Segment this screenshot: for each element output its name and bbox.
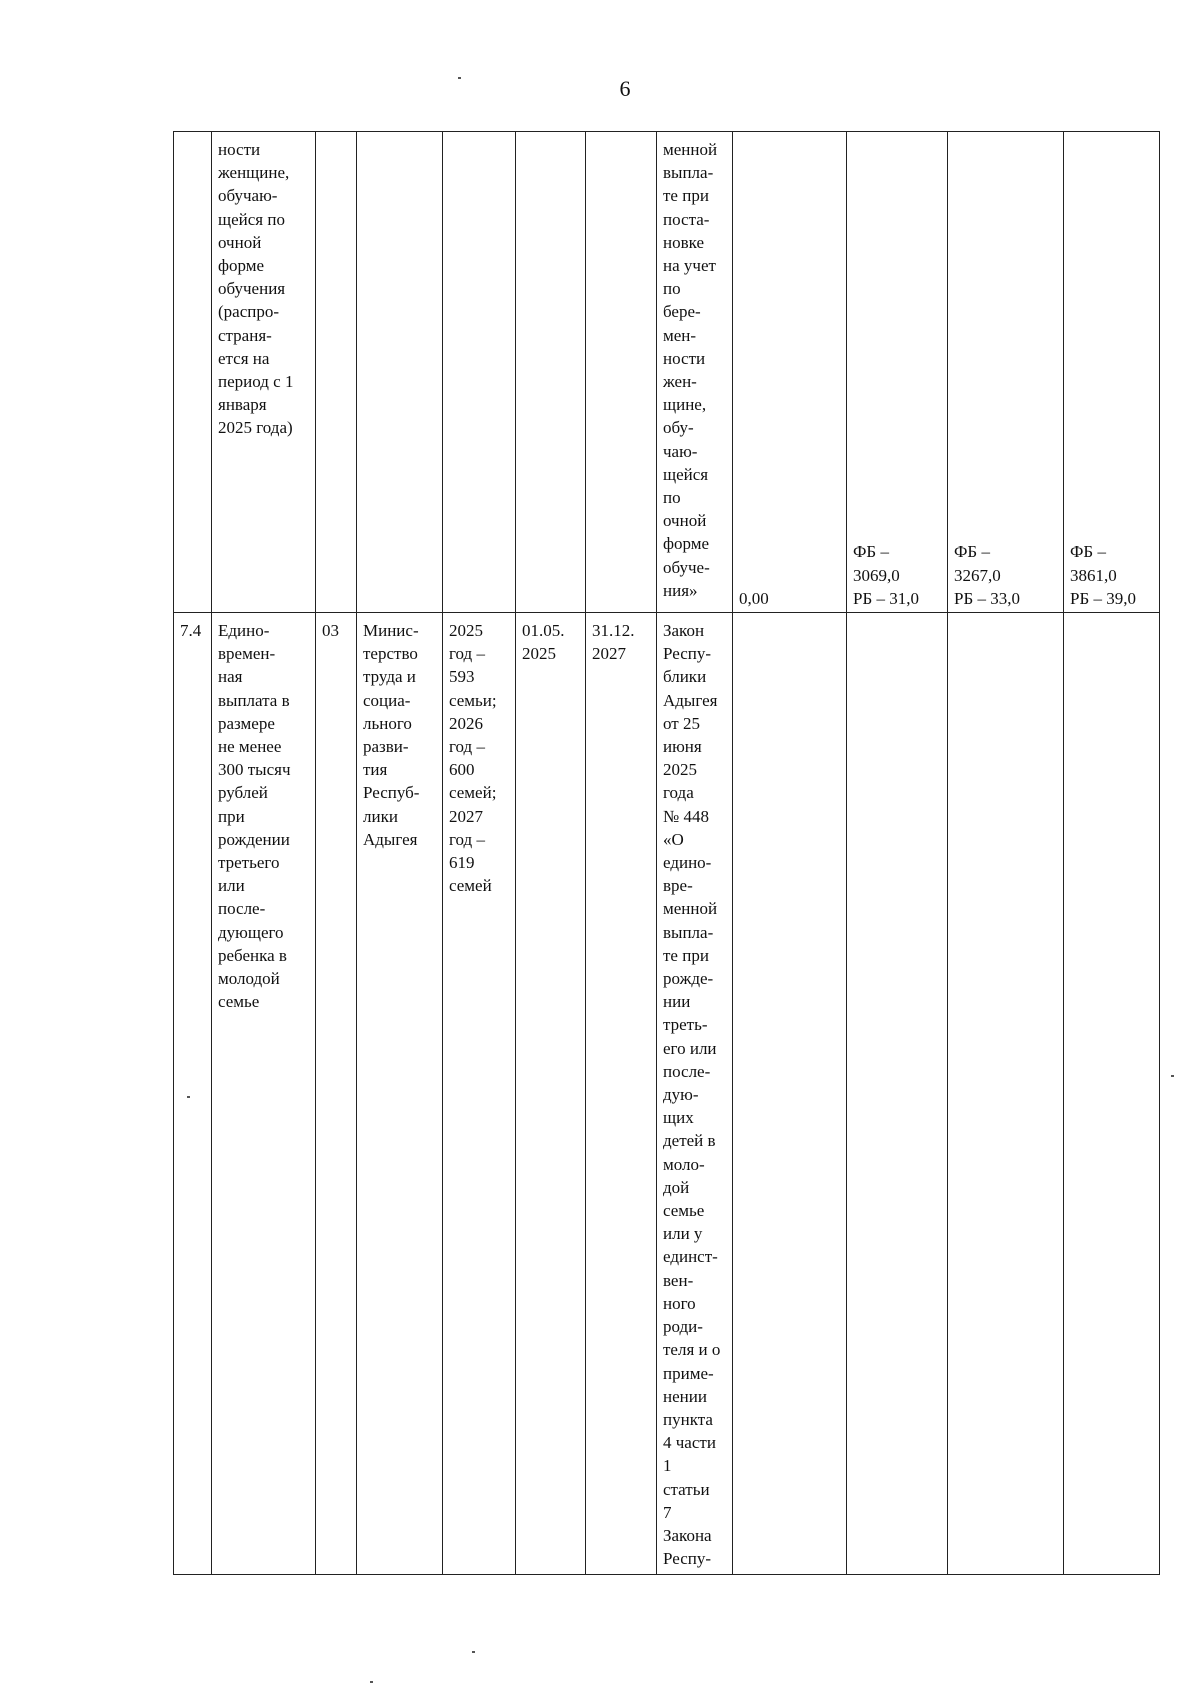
table-row-7-4: [174, 613, 1160, 1575]
cell-end-date: [586, 132, 657, 613]
cell-executor: Минис- терство труда и социа- льного разви- тия Респуб- лики Адыгея: [357, 613, 443, 1575]
table-row-continued: [174, 132, 1160, 613]
cell-amount-col2: ФБ – 3069,0 РБ – 31,0: [847, 132, 948, 613]
cell-code: [316, 132, 357, 613]
cell-measure-name: ности женщине, обучаю- щейся по очной форме обучения (распро- страня- ется на период с 1 января 2025 года): [212, 132, 316, 613]
cell-measure-name: Едино- времен- ная выплата в размере не менее 300 тысяч рублей при рождении третьего или после- дующего ребенка в молодой семье: [212, 613, 316, 1575]
cell-legal-basis: менной выпла- те при поста- новке на учет по бере- мен- ности жен- щине, обу- чаю- щейся по очной форме обуче- ния»: [657, 132, 733, 613]
cell-code: 03: [316, 613, 357, 1575]
cell-amount-col3: [948, 613, 1064, 1575]
scan-speck: [458, 77, 461, 79]
cell-start-date: [516, 132, 586, 613]
cell-indicator: 2025 год – 593 семьи; 2026 год – 600 семей; 2027 год – 619 семей: [443, 613, 516, 1575]
cell-executor: [357, 132, 443, 613]
cell-amount-col1: [733, 613, 847, 1575]
cell-amount-col1: 0,00: [733, 132, 847, 613]
cell-number: [174, 132, 212, 613]
scan-speck: [472, 1651, 475, 1653]
scan-speck: [187, 1096, 190, 1098]
cell-end-date: 31.12. 2027: [586, 613, 657, 1575]
cell-amount-col3: ФБ – 3267,0 РБ – 33,0: [948, 132, 1064, 613]
cell-legal-basis: Закон Респу- блики Адыгея от 25 июня 2025 года № 448 «О едино- вре- менной выпла- те при рожде- нии треть- его или после- дую- щих детей в моло- дой семье или у единст- вен- ного роди- теля и о приме- нении пункта 4 части 1 статьи 7 Закона Респу-: [657, 613, 733, 1575]
cell-amount-col4: ФБ – 3861,0 РБ – 39,0: [1064, 132, 1160, 613]
cell-amount-col2: [847, 613, 948, 1575]
cell-start-date: 01.05. 2025: [516, 613, 586, 1575]
scan-speck: [1171, 1075, 1174, 1077]
scan-speck: [370, 1681, 373, 1683]
cell-amount-col4: [1064, 613, 1160, 1575]
measures-table: [173, 131, 1160, 1575]
page-number: 6: [619, 76, 631, 101]
cell-number: 7.4: [174, 613, 212, 1575]
cell-indicator: [443, 132, 516, 613]
